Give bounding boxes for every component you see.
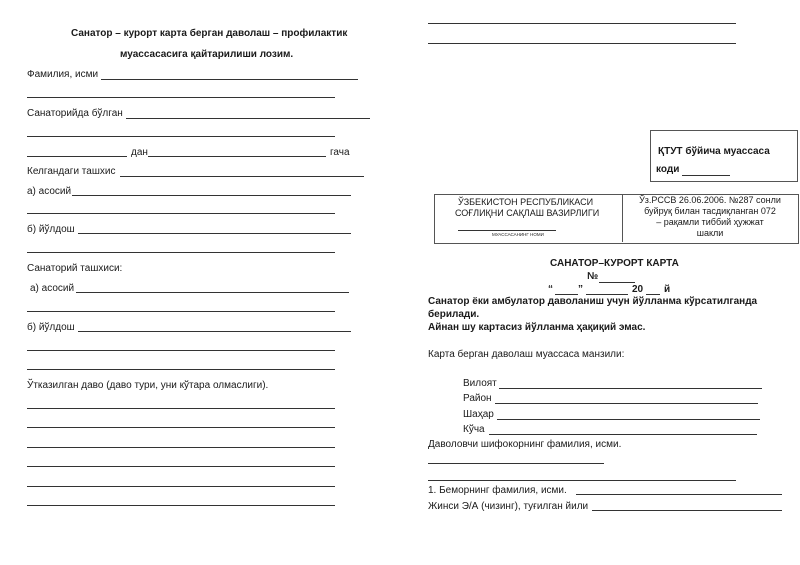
gender-birth-label: Жинси Э/А (чизинг), туғилган йили: [428, 501, 589, 512]
return-note-line1: Санатор – курорт карта берган даволаш – профилактик: [71, 28, 348, 39]
surname-name-label: Фамилия, исми: [27, 69, 99, 80]
blank-line[interactable]: [428, 23, 736, 24]
blank-line[interactable]: [27, 350, 335, 351]
was-in-sanatorium-label: Санаторийда бўлган: [27, 108, 123, 119]
institution-name-field[interactable]: [458, 230, 556, 231]
address-label: Карта берган даволаш муассаса манзили:: [428, 349, 625, 360]
issued-note-line2: берилади.: [428, 309, 480, 320]
blank-line[interactable]: [428, 43, 736, 44]
institution-code-label2: коди: [656, 164, 680, 175]
sanatorium-field[interactable]: [126, 118, 370, 119]
main-diagnosis-label: а) асосий: [27, 186, 72, 197]
accompanying-diagnosis-field[interactable]: [78, 233, 351, 234]
patient-name-field[interactable]: [576, 494, 782, 495]
date-quote-close: ”: [578, 284, 583, 295]
patient-name-label: 1. Беморнинг фамилия, исми.: [428, 485, 567, 496]
from-label: дан: [131, 147, 148, 158]
treatment-line[interactable]: [27, 447, 335, 448]
accompanying-diagnosis2-field[interactable]: [78, 331, 351, 332]
header-box-divider: [622, 194, 623, 242]
issued-note-line1: Санатор ёки амбулатор даволаниш учун йўлланма кўрсатилганда: [428, 296, 758, 307]
treatment-line[interactable]: [27, 427, 335, 428]
order-line4: шакли: [696, 228, 724, 238]
treatment-line[interactable]: [27, 408, 335, 409]
blank-line[interactable]: [27, 97, 335, 98]
year-prefix: 20: [632, 284, 644, 295]
institution-name-caption: МУАССАСАНИНГ НОМИ: [492, 232, 544, 237]
invalid-note: Айнан шу картасиз йўлланма ҳақиқий эмас.: [428, 322, 646, 333]
doctor-name-label: Даволовчи шифокорнинг фамилия, исми.: [428, 439, 622, 450]
blank-line[interactable]: [428, 480, 736, 481]
district-label: Район: [463, 393, 492, 404]
treatment-line[interactable]: [27, 505, 335, 506]
street-label: Кўча: [463, 424, 485, 435]
institution-code-label: ҚТУТ бўйича муассаса: [658, 146, 770, 157]
date-month-field[interactable]: [586, 294, 628, 295]
treatment-line[interactable]: [27, 486, 335, 487]
date-year-field[interactable]: [646, 294, 660, 295]
blank-line[interactable]: [27, 213, 335, 214]
accompanying-diagnosis-label: б) йўлдош: [27, 224, 75, 235]
card-number-field[interactable]: [599, 282, 635, 283]
until-label: гача: [330, 147, 350, 158]
region-field[interactable]: [499, 388, 762, 389]
date-until-field[interactable]: [148, 156, 326, 157]
order-line1: Ўз.РССВ 26.06.2006. №287 сонли: [639, 195, 781, 205]
date-quote-open: “: [548, 284, 553, 295]
institution-code-field[interactable]: [682, 175, 730, 176]
card-title: САНАТОР–КУРОРТ КАРТА: [550, 258, 679, 269]
blank-line[interactable]: [27, 252, 335, 253]
district-field[interactable]: [495, 403, 758, 404]
street-field[interactable]: [489, 434, 757, 435]
date-day-field[interactable]: [555, 294, 578, 295]
return-note-line2: муассасасига қайтарилиши лозим.: [120, 49, 294, 60]
date-from-field[interactable]: [27, 156, 127, 157]
region-label: Вилоят: [463, 378, 497, 389]
order-line3: – рақамли тиббий ҳужжат: [656, 217, 764, 227]
city-label: Шаҳар: [463, 409, 494, 420]
main-diagnosis-field[interactable]: [72, 195, 351, 196]
blank-line[interactable]: [27, 136, 335, 137]
city-field[interactable]: [497, 419, 760, 420]
accompanying-diagnosis2-label: б) йўлдош: [27, 322, 75, 333]
number-label: №: [587, 271, 599, 282]
diagnosis-arrival-label: Келгандаги ташхис: [27, 166, 116, 177]
ministry-line2: СОҒЛИҚНИ САҚЛАШ ВАЗИРЛИГИ: [455, 208, 600, 218]
diagnosis-arrival-field[interactable]: [120, 176, 364, 177]
year-suffix: й: [664, 284, 671, 295]
doctor-name-field[interactable]: [428, 463, 604, 464]
treatment-line[interactable]: [27, 466, 335, 467]
sanatorium-diagnosis-label: Санаторий ташхиси:: [27, 263, 123, 274]
order-line2: буйруқ билан тасдиқланган 072: [644, 206, 776, 216]
gender-birth-field[interactable]: [592, 510, 782, 511]
ministry-line1: ЎЗБЕКИСТОН РЕСПУБЛИКАСИ: [458, 197, 594, 207]
blank-line[interactable]: [27, 311, 335, 312]
main-diagnosis2-field[interactable]: [76, 292, 349, 293]
surname-name-field[interactable]: [101, 79, 358, 80]
blank-line[interactable]: [27, 369, 335, 370]
treatment-label: Ўтказилган даво (даво тури, уни кўтара олмаслиги).: [27, 380, 269, 391]
main-diagnosis2-label: а) асосий: [30, 283, 75, 294]
